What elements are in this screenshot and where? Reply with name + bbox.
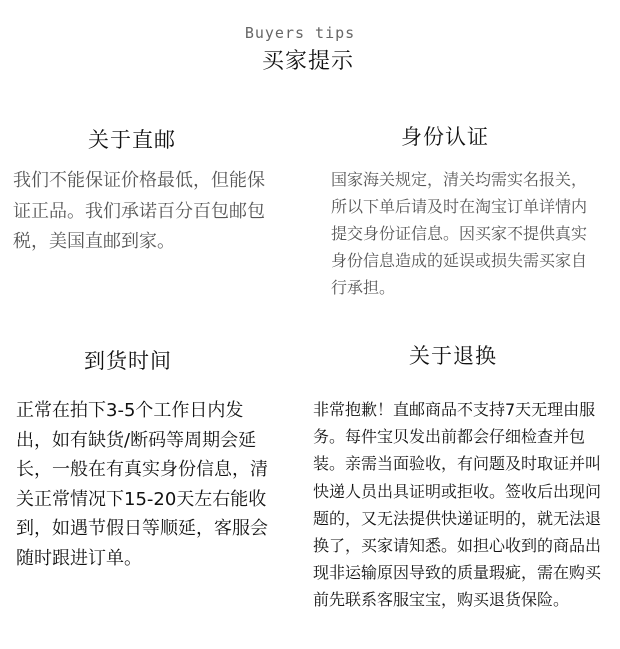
section-title-returns: 关于退换 <box>409 344 497 368</box>
header-title-zh: 买家提示 <box>261 49 354 74</box>
section-body-returns: 非常抱歉！直邮商品不支持7天无理由服务。每件宝贝发出前都会仔细检查并包装。亲需当面验收，有问题及时取证并叫快递人员出具证明或拒收。签收后出现问题的，又无法提供快递证明的，就无法退换了，买家请知悉。如担心收到的商品出现非运输原因导致的质量瑕疵，需在购买前先联系客服宝宝，购买退货保险。 <box>313 400 602 610</box>
section-body-identity: 国家海关规定，清关均需实名报关，所以下单后请及时在淘宝订单详情内提交身份证信息。因买家不提供真实身份信息造成的延误或损失需买家自行承担。 <box>331 170 588 297</box>
header-title-en: Buyers tips <box>244 24 356 42</box>
section-body-direct-mail: 我们不能保证价格最低，但能保证正品。我们承诺百分百包邮包税，美国直邮到家。 <box>13 170 265 252</box>
section-title-identity: 身份认证 <box>401 125 489 149</box>
section-body-arrival: 正常在拍下3-5个工作日内发出，如有缺货/断码等周期会延长，一般在有真实身份信息，清关正常情况下15-20天左右能收到，如遇节假日等顺延，客服会随时跟进订单。 <box>16 400 268 569</box>
section-title-arrival: 到货时间 <box>84 349 172 373</box>
section-title-direct-mail: 关于直邮 <box>88 128 176 152</box>
